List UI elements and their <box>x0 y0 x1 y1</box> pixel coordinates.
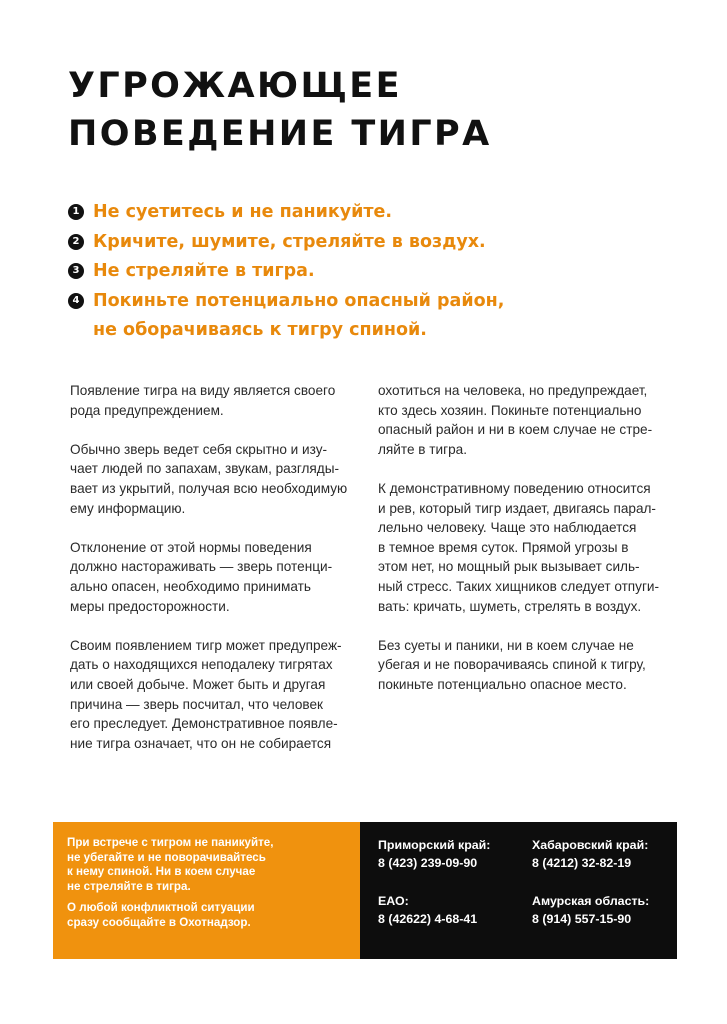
page-title <box>68 62 668 158</box>
footer-banner <box>53 822 677 959</box>
body-paragraph: К демонстративному поведению относится и рев, который тигр издает, двигаясь парал- лельно человеку. Чаще это наблюдается в темное время суток. Прямой угрозы в этом нет, но мощный рык вызывает силь- ный стресс. Таких хищников следует отпуги- вать: кричать, шуметь, стрелять в воздух. <box>378 480 660 614</box>
contact-phone: 8 (42622) 4-68-41 <box>378 912 478 926</box>
rule-text: Кричите, шумите, стреляйте в воздух. <box>93 231 486 252</box>
body-paragraph: Отклонение от этой нормы поведения должно настораживать — зверь потенци- ально опасен, необходимо принимать меры предосторожности. <box>70 539 333 614</box>
body-paragraph: Своим появлением тигр может предупреж- дать о находящихся неподалеку тигрятах или своей добыче. Может быть и другая причина — зверь посчитал, что человек его преследует. Демонстративное появле- ние тигра означает, что он не собирается <box>70 637 342 751</box>
safety-rules-list <box>68 198 688 346</box>
body-paragraph: Появление тигра на виду является своего рода предупреждением. <box>70 383 336 418</box>
contact-phone: 8 (423) 239-09-90 <box>378 856 478 870</box>
rule-text: Не суетитесь и не паникуйте. <box>93 202 393 222</box>
rule-item <box>68 287 688 346</box>
footer-contacts-panel <box>360 822 677 959</box>
page-title-line-1: УГРОЖАЮЩЕЕ <box>68 66 402 106</box>
page-title-line-2: ПОВЕДЕНИЕ ТИГРА <box>68 114 492 154</box>
contact-region: Приморский край: <box>378 838 491 852</box>
rule-text: Не стреляйте в тигра. <box>93 261 315 281</box>
body-column-right <box>378 381 668 714</box>
contact-primorsky <box>378 836 490 872</box>
footer-advice-panel <box>53 822 360 959</box>
contact-region: ЕАО: <box>378 894 409 908</box>
footer-report-text: О любой конфликтной ситуации сразу сообщайте в Охотнадзор. <box>67 901 255 929</box>
rule-number-badge: 3 <box>68 263 84 279</box>
rule-item <box>68 257 688 287</box>
contact-eao <box>378 892 477 928</box>
body-paragraph: Обычно зверь ведет себя скрытно и изу- чает людей по запахам, звукам, разгляды- вает из укрытий, получая всю необходимую ему информацию. <box>70 441 348 516</box>
footer-advice-text: При встрече с тигром не паникуйте, не убегайте и не поворачивайтесь к нему спиной. Ни в коем случае не стреляйте в тигра. <box>67 836 274 893</box>
body-paragraph: охотиться на человека, но предупреждает, кто здесь хозяин. Покиньте потенциально опасный район и ни в коем случае не стре- ляйте в тигра. <box>378 383 653 457</box>
contact-region: Хабаровский край: <box>532 838 649 852</box>
rule-number-badge: 4 <box>68 293 84 309</box>
rule-item <box>68 228 688 258</box>
body-paragraph: Без суеты и паники, ни в коем случае не убегая и не поворачиваясь спиной к тигру, покиньте потенциально опасное место. <box>378 637 646 692</box>
contact-amur <box>532 892 649 928</box>
rule-number-badge: 2 <box>68 234 84 250</box>
body-column-left <box>70 381 360 753</box>
contact-phone: 8 (914) 557-15-90 <box>532 912 632 926</box>
rule-item <box>68 198 688 228</box>
contact-khabarovsk <box>532 836 648 872</box>
contact-region: Амурская область: <box>532 894 650 908</box>
rule-text: Покиньте потенциально опасный район, не оборачиваясь к тигру спиной. <box>93 290 505 340</box>
contact-phone: 8 (4212) 32-82-19 <box>532 856 632 870</box>
rule-number-badge: 1 <box>68 204 84 220</box>
